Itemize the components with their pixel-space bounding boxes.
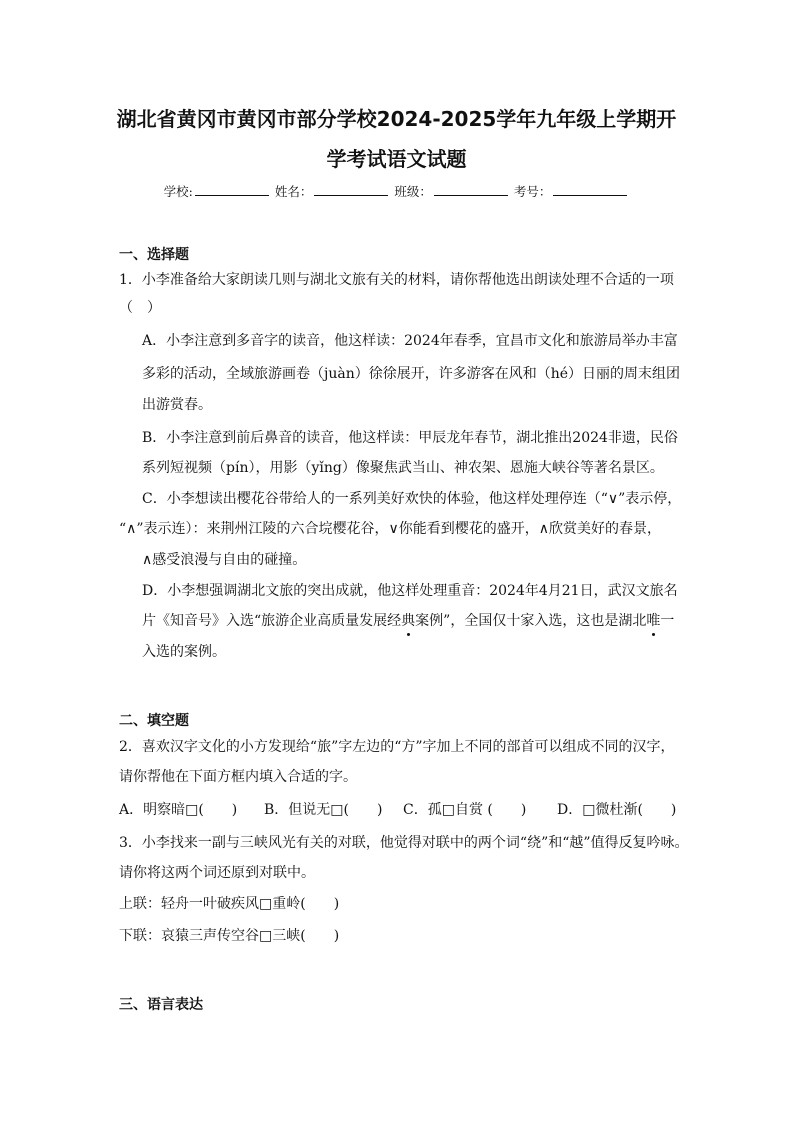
q1-option-b-line1: B．小李注意到前后鼻音的读音，他这样读：甲辰龙年春节，湖北推出2024非遗，民俗: [142, 430, 678, 446]
section-heading-language: 三、语言表达: [119, 997, 203, 1013]
doc-title-line2: 学考试语文试题: [326, 147, 467, 171]
name-label: 姓名：: [274, 184, 313, 199]
q1-option-d-line3: 入选的案例。: [142, 644, 226, 660]
q2-option-d: D．□微杜渐( ): [557, 802, 677, 818]
q1-option-d-line2: [142, 611, 674, 631]
q2-stem-line1: 2．喜欢汉字文化的小方发现给“旅”字左边的“方”字加上不同的部首可以组成不同的汉字，: [119, 739, 675, 755]
section-heading-fill: 二、填空题: [119, 713, 189, 729]
q3-stem-line2: 请你将这两个词还原到对联中。: [119, 865, 315, 881]
q1-option-c-line2: “∧”表示连）：来荆州江陵的六合垸樱花谷，∨你能看到樱花的盛开，∧欣赏美好的春景，: [119, 521, 662, 537]
q1-stem-line2: （ ）: [119, 300, 161, 316]
q1-d-text-part2: 案例”，全国仅十家入选，这也是湖北: [415, 613, 647, 629]
q1-option-c-line3: ∧感受浪漫与自由的碰撞。: [142, 552, 307, 568]
q2-stem-line2: 请你帮他在下面方框内填入合适的字。: [119, 769, 357, 785]
q1-option-a-line3: 出游赏春。: [142, 397, 212, 413]
section-heading-choice: 一、选择题: [119, 247, 189, 263]
exam-no-blank[interactable]: [553, 183, 627, 196]
school-label: 学校:: [163, 184, 193, 199]
q2-option-b: B．但说无□( ): [264, 802, 383, 818]
q1-option-c-line1: C．小李想读出樱花谷带给人的一系列美好欢快的体验，他这样处理停连（“∨”表示停，: [142, 491, 682, 507]
q1-option-b-line2: 系列短视频（pín），用影（yǐng）像聚焦武当山、神农架、恩施大峡谷等著名景区。: [142, 460, 664, 476]
q1-option-a-line1: A．小李注意到多音字的读音，他这样读：2024年春季，宜昌市文化和旅游局举办丰富: [142, 333, 678, 349]
q2-option-c: C．孤□自赏 ( ): [403, 802, 527, 818]
q1-option-d-line1: D．小李想强调湖北文旅的突出成就，他这样处理重音：2024年4月21日，武汉文旅名: [142, 583, 678, 599]
class-blank[interactable]: [434, 183, 508, 196]
doc-title-line1: 湖北省黄冈市黄冈市部分学校2024-2025学年九年级上学期开: [116, 107, 677, 131]
q3-upper-couplet: 上联：轻舟一叶破疾风□重岭( ): [119, 896, 340, 912]
exam-no-label: 考号：: [513, 184, 552, 199]
q3-lower-couplet: 下联：哀猿三声传空谷□三峡( ): [119, 928, 340, 944]
q1-stem-line1: 1．小李准备给大家朗读几则与湖北文旅有关的材料，请你帮他选出朗读处理不合适的一项: [119, 272, 674, 288]
q3-stem-line1: 3．小李找来一副与三峡风光有关的对联，他觉得对联中的两个词“绕”和“越”值得反复吟咏。: [119, 835, 689, 851]
student-info-line: [0, 183, 793, 201]
school-blank[interactable]: [195, 183, 269, 196]
q1-d-text-part3: 一: [660, 613, 675, 629]
name-blank[interactable]: [314, 183, 388, 196]
q2-option-a: A．明察暗□( ): [119, 802, 238, 818]
q1-d-stress-wei: 唯: [646, 613, 661, 629]
q1-d-text-part1: 片《知音号》入选“旅游企业高质量发展经: [142, 613, 402, 629]
q1-d-stress-dian: 典: [401, 613, 416, 629]
class-label: 班级：: [394, 184, 432, 199]
q1-option-a-line2: 多彩的活动，全域旅游画卷（juàn）徐徐展开，许多游客在风和（hé）日丽的周末组团: [142, 366, 681, 382]
